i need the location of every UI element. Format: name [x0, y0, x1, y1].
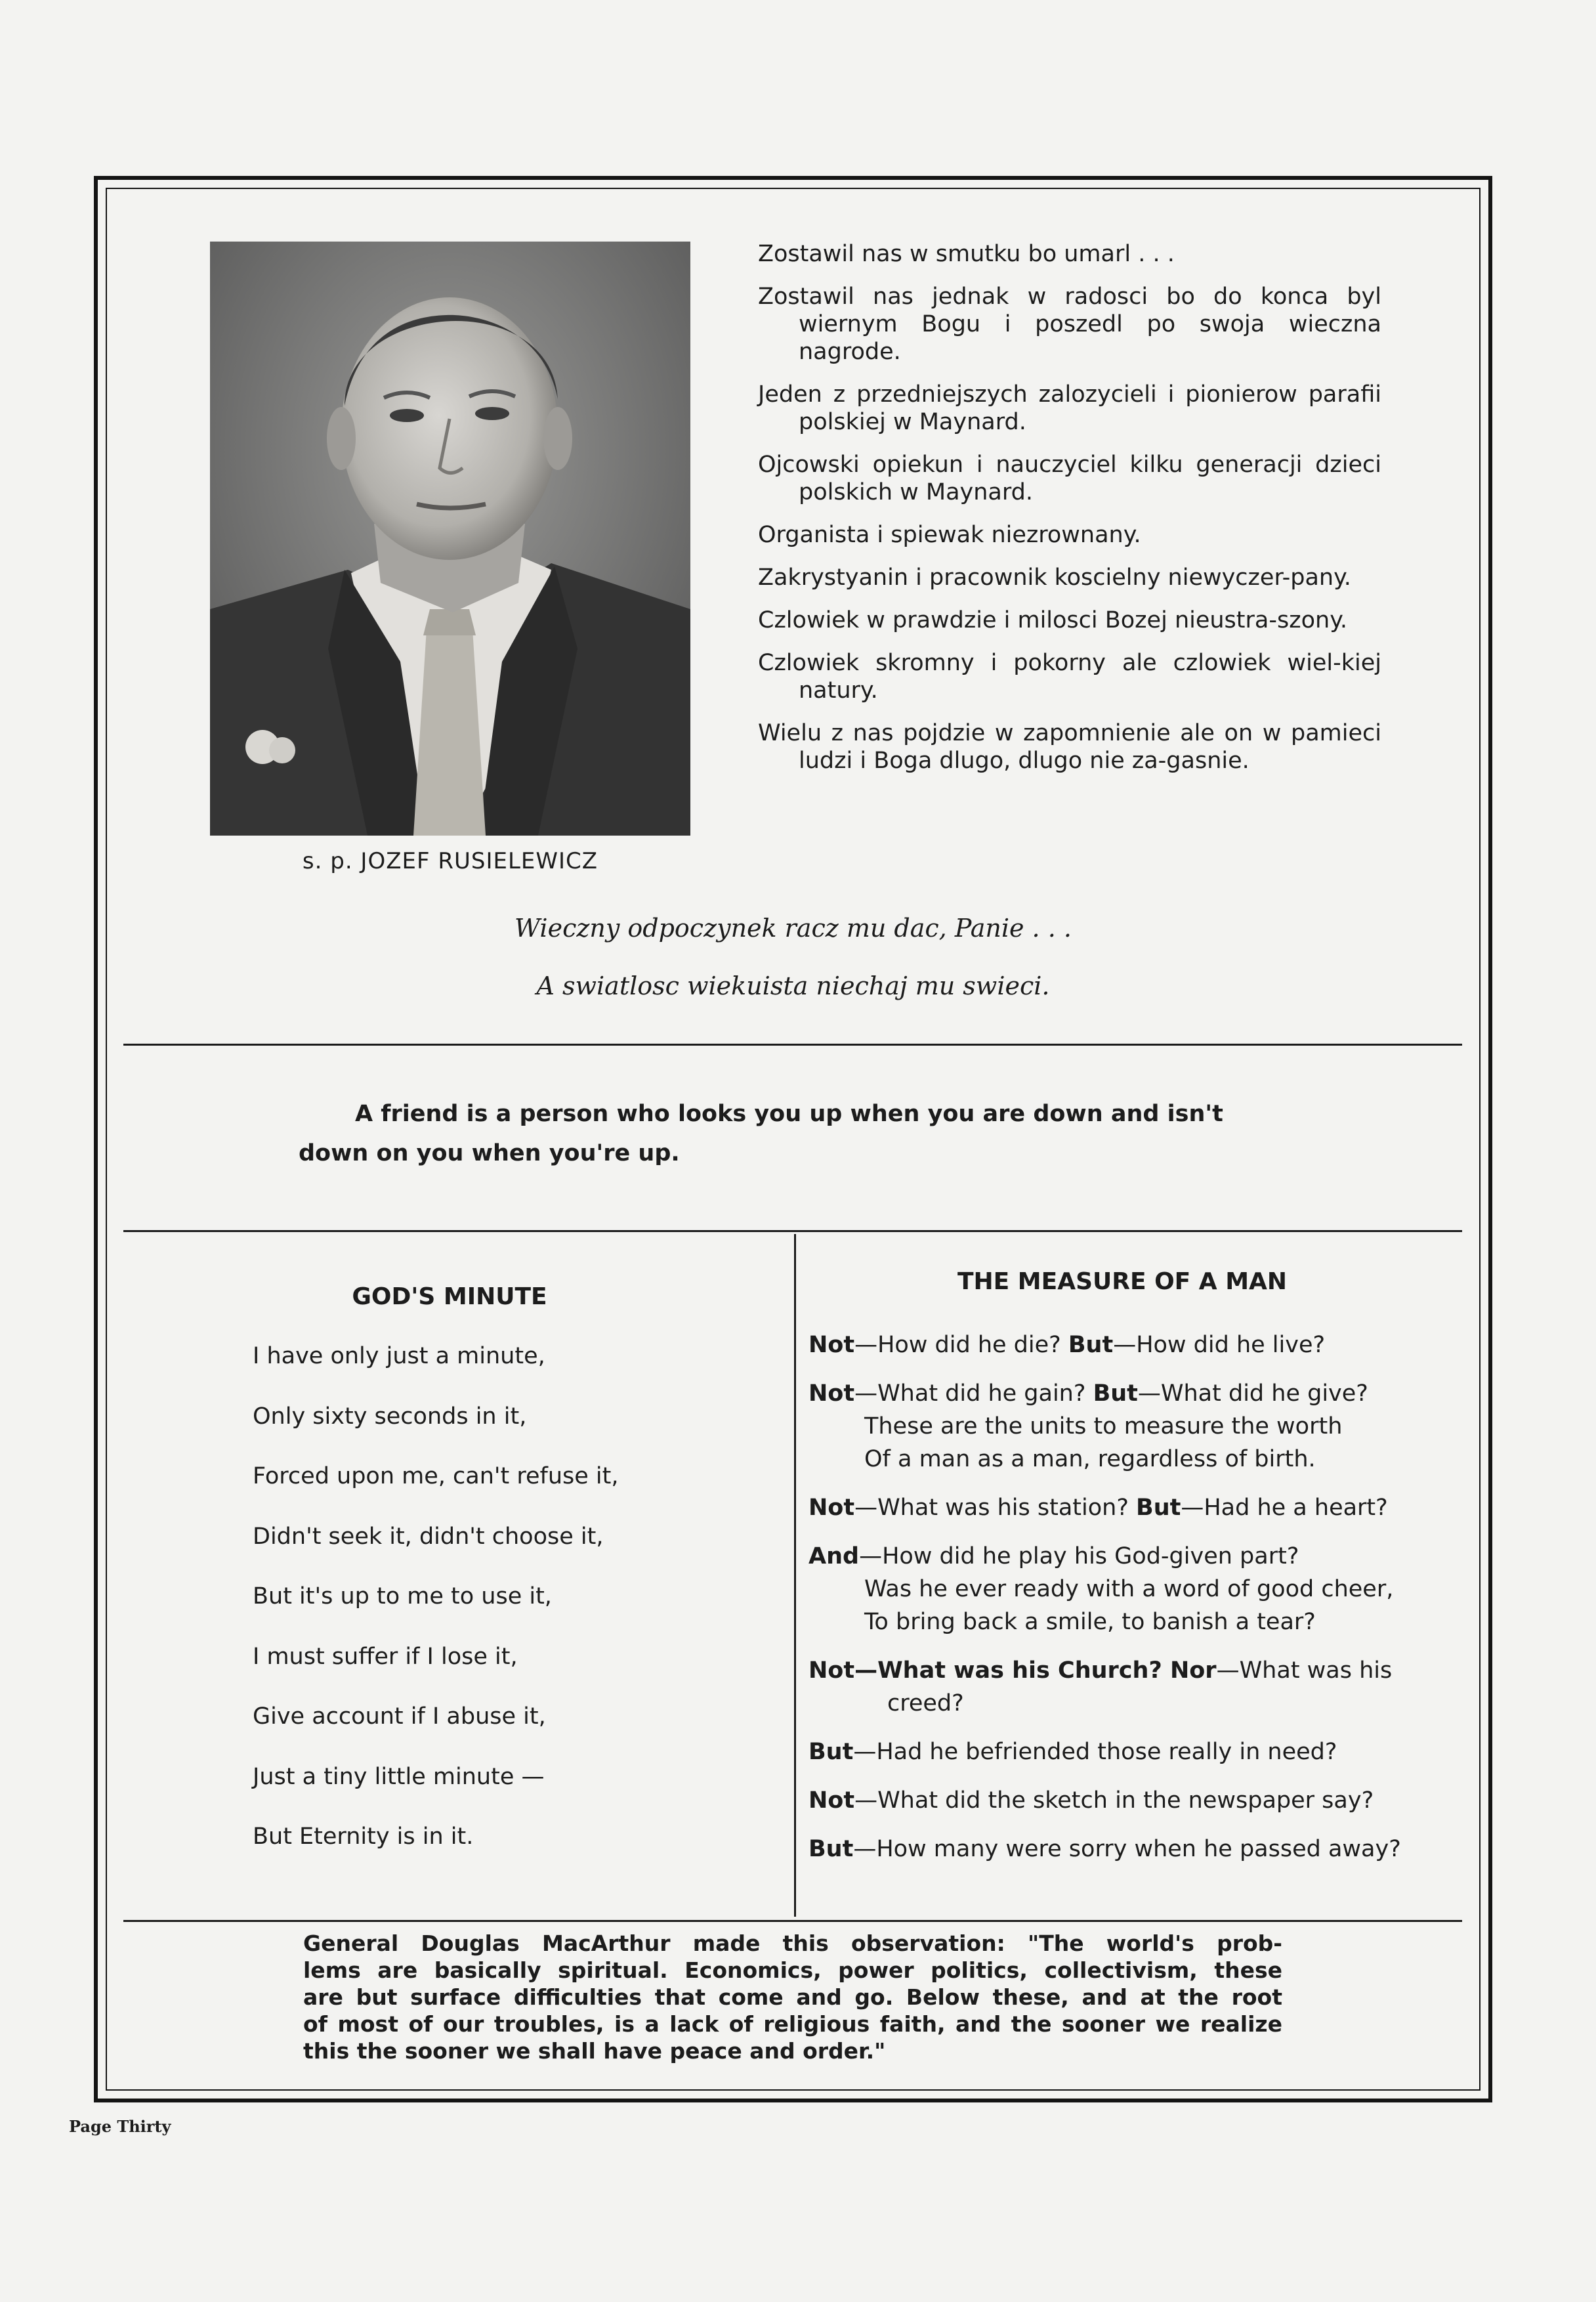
keyword: Not — [808, 1787, 855, 1814]
keyword: But — [1136, 1495, 1181, 1521]
friend-quote-line-2: down on you when you're up. — [299, 1140, 680, 1166]
page-number: Page Thirty — [69, 2117, 171, 2136]
measure-row — [808, 1329, 1465, 1361]
phrase: Was he ever ready with a word of good cheer, — [864, 1576, 1394, 1602]
quote-line: General Douglas MacArthur made this observation: "The world's prob- — [303, 1930, 1282, 1956]
phrase: —What did he gain? — [854, 1380, 1093, 1407]
phrase: To bring back a smile, to banish a tear? — [864, 1609, 1316, 1635]
divider — [123, 1920, 1462, 1922]
keyword: But — [1068, 1332, 1114, 1358]
measure-row — [808, 1736, 1465, 1768]
friend-quote-line-1: A friend is a person who looks you up when you are down and isn't — [355, 1101, 1223, 1127]
photo-caption: s. p. JOZEF RUSIELEWICZ — [302, 848, 598, 874]
prayer-line-2: A swiatlosc wiekuista niechaj mu swieci. — [536, 971, 1050, 1000]
phrase: Of a man as a man, regardless of birth. — [864, 1446, 1316, 1472]
keyword: Not—What was his Church? — [808, 1657, 1170, 1684]
poem-line: Give account if I abuse it, — [253, 1703, 546, 1730]
phrase: —What was his station? — [854, 1495, 1137, 1521]
phrase: creed? — [887, 1690, 964, 1716]
prayer-line-1: Wieczny odpoczynek racz mu dac, Panie . . . — [514, 914, 1072, 943]
measure-row — [808, 1491, 1465, 1524]
poem-line: Didn't seek it, didn't choose it, — [253, 1523, 604, 1550]
poem-line: But it's up to me to use it, — [253, 1583, 552, 1609]
keyword: Nor — [1169, 1657, 1217, 1684]
friend-quote — [299, 1094, 1296, 1173]
keyword: But — [808, 1836, 854, 1862]
poem-line: I have only just a minute, — [253, 1343, 545, 1369]
gods-minute-title: GOD'S MINUTE — [352, 1283, 547, 1310]
keyword: And — [808, 1543, 860, 1569]
gods-minute-poem — [253, 1342, 778, 1883]
measure-row — [808, 1833, 1465, 1865]
measure-title: THE MEASURE OF A MAN — [957, 1268, 1288, 1295]
quote-line: lems are basically spiritual. Economics, power politics, collectivism, these — [303, 1957, 1282, 1983]
tribute-line: Czlowiek skromny i pokorny ale czlowiek wiel-kiej natury. — [758, 650, 1381, 704]
portrait-photo — [210, 242, 690, 836]
poem-line: Forced upon me, can't refuse it, — [253, 1463, 619, 1489]
phrase: —What was his — [1216, 1657, 1393, 1684]
poem-line: Just a tiny little minute — — [253, 1763, 545, 1790]
tribute-line: Organista i spiewak niezrownany. — [758, 522, 1141, 548]
tribute-line: Czlowiek w prawdzie i milosci Bozej nieustra-szony. — [758, 607, 1348, 633]
phrase: —How did he live? — [1113, 1332, 1326, 1358]
column-divider — [794, 1234, 796, 1917]
keyword: But — [808, 1739, 854, 1765]
measure-row — [808, 1654, 1465, 1720]
keyword: Not — [808, 1332, 855, 1358]
divider — [123, 1230, 1462, 1232]
phrase: —How did he die? — [854, 1332, 1068, 1358]
tribute-line: Jeden z przedniejszych zalozycieli i pionierow parafii polskiej w Maynard. — [758, 381, 1381, 435]
quote-line: this the sooner we shall have peace and order." — [303, 2038, 886, 2064]
keyword: Not — [808, 1380, 855, 1407]
poem-line: I must suffer if I lose it, — [253, 1643, 518, 1670]
phrase: —What did the sketch in the newspaper say? — [854, 1787, 1374, 1814]
measure-row — [808, 1377, 1465, 1476]
tribute-line: Zakrystyanin i pracownik koscielny niewyczer-pany. — [758, 565, 1351, 591]
phrase: —Had he befriended those really in need? — [853, 1739, 1337, 1765]
divider — [123, 1044, 1462, 1046]
phrase: —How many were sorry when he passed away? — [853, 1836, 1401, 1862]
tribute-line: Zostawil nas w smutku bo umarl . . . — [758, 241, 1175, 267]
phrase: —Had he a heart? — [1181, 1495, 1388, 1521]
phrase: These are the units to measure the worth — [864, 1413, 1343, 1439]
phrase: —What did he give? — [1137, 1380, 1368, 1407]
macarthur-quote — [303, 1930, 1282, 2064]
poem-line: Only sixty seconds in it, — [253, 1403, 527, 1430]
measure-row — [808, 1784, 1465, 1817]
tribute-text — [758, 240, 1381, 790]
tribute-line: Ojcowski opiekun i nauczyciel kilku generacji dzieci polskich w Maynard. — [758, 452, 1381, 505]
tribute-line: Zostawil nas jednak w radosci bo do konca byl wiernym Bogu i poszedl po swoja wieczna nagrode. — [758, 284, 1381, 365]
measure-poem — [808, 1329, 1465, 1881]
poem-line: But Eternity is in it. — [253, 1823, 474, 1850]
tribute-line: Wielu z nas pojdzie w zapomnienie ale on w pamieci ludzi i Boga dlugo, dlugo nie za-gasnie. — [758, 720, 1381, 774]
keyword: Not — [808, 1495, 855, 1521]
measure-row — [808, 1540, 1465, 1638]
quote-line: are but surface difficulties that come and go. Below these, and at the root — [303, 1984, 1282, 2010]
keyword: But — [1093, 1380, 1138, 1407]
quote-line: of most of our troubles, is a lack of religious faith, and the sooner we realize — [303, 2011, 1282, 2037]
phrase: —How did he play his God-given part? — [859, 1543, 1299, 1569]
